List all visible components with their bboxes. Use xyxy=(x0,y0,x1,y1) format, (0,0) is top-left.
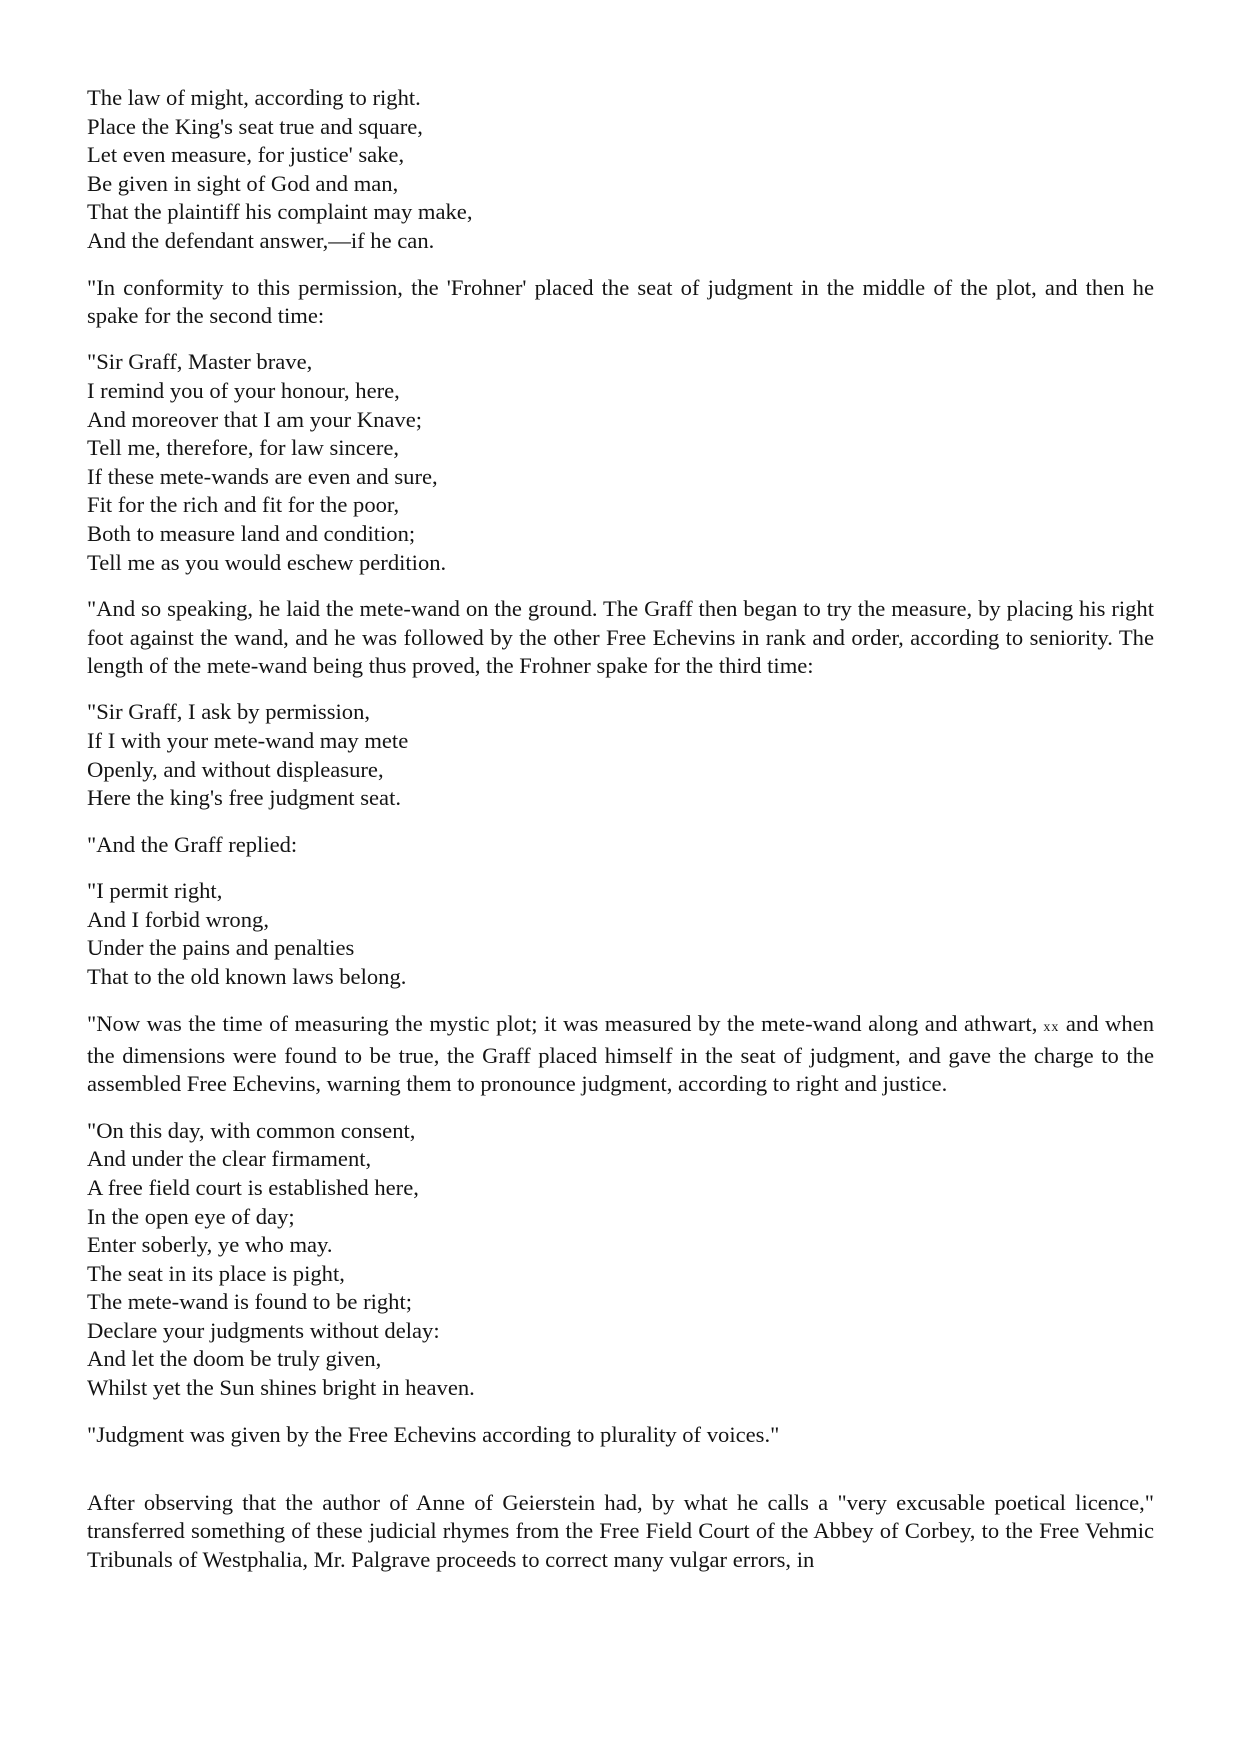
verse-line: That the plaintiff his complaint may make, xyxy=(87,199,473,225)
verse-line: Place the King's seat true and square, xyxy=(87,113,423,139)
verse-line: And moreover that I am your Knave; xyxy=(87,406,423,432)
paragraph-text-start: "Now was the time of measuring the mystic plot; it was measured by the mete-wand along and athwart, xyxy=(87,1010,1038,1036)
verse-line: Under the pains and penalties xyxy=(87,935,355,961)
verse-line: And let the doom be truly given, xyxy=(87,1346,382,1372)
verse-line: "On this day, with common consent, xyxy=(87,1117,416,1143)
verse-line: And under the clear firmament, xyxy=(87,1146,372,1172)
verse-line: "Sir Graff, I ask by permission, xyxy=(87,699,371,725)
verse-line: If I with your mete-wand may mete xyxy=(87,727,409,753)
verse-line: Fit for the rich and fit for the poor, xyxy=(87,492,400,518)
verse-line: If these mete-wands are even and sure, xyxy=(87,463,438,489)
verse-line: Enter soberly, ye who may. xyxy=(87,1232,333,1258)
verse-line: Tell me as you would eschew perdition. xyxy=(87,549,447,575)
paragraph-measuring-plot xyxy=(87,1010,1154,1099)
verse-block-3 xyxy=(87,698,1154,812)
verse-line: A free field court is established here, xyxy=(87,1174,419,1200)
page-number: xx xyxy=(1043,1019,1060,1035)
paragraph-text-continued: and when the dimensions were found to be true, the Graff placed himself in the seat of judgment, and gave the charge to the assembled Free Echevins, warning them to pronounce judgment, according to right and justice. xyxy=(87,1010,1154,1097)
verse-line: And I forbid wrong, xyxy=(87,906,269,932)
verse-line: The seat in its place is pight, xyxy=(87,1260,345,1286)
verse-block-1 xyxy=(87,84,1154,256)
verse-line: Whilst yet the Sun shines bright in heaven. xyxy=(87,1375,475,1401)
paragraph-mete-wand-proved: "And so speaking, he laid the mete-wand on the ground. The Graff then began to try the measure, by placing his right foot against the wand, and he was followed by the other Free Echevins in rank and order, according to seniority. The length of the mete-wand being thus proved, the Frohner spake for the third time: xyxy=(87,596,1154,678)
verse-line: The mete-wand is found to be right; xyxy=(87,1289,413,1315)
verse-line: Tell me, therefore, for law sincere, xyxy=(87,435,400,461)
verse-line: Declare your judgments without delay: xyxy=(87,1317,440,1343)
paragraph-palgrave-commentary: After observing that the author of Anne of Geierstein had, by what he calls a "very excusable poetical licence," transferred something of these judicial rhymes from the Free Field Court of the Abbey of Corbey, to the Free Vehmic Tribunals of Westphalia, Mr. Palgrave proceeds to correct many vulgar errors, in xyxy=(87,1490,1154,1572)
verse-line: Be given in sight of God and man, xyxy=(87,170,399,196)
verse-line: "I permit right, xyxy=(87,878,223,904)
verse-line: In the open eye of day; xyxy=(87,1203,295,1229)
document-page xyxy=(87,84,1154,1592)
verse-line: "Sir Graff, Master brave, xyxy=(87,349,313,375)
verse-line: Here the king's free judgment seat. xyxy=(87,785,401,811)
verse-line: Both to measure land and condition; xyxy=(87,520,416,546)
verse-line: That to the old known laws belong. xyxy=(87,963,407,989)
verse-line: And the defendant answer,—if he can. xyxy=(87,227,435,253)
verse-block-5 xyxy=(87,1117,1154,1403)
verse-line: I remind you of your honour, here, xyxy=(87,377,400,403)
paragraph-graff-replied: "And the Graff replied: xyxy=(87,831,298,857)
paragraph-frohner-placed-seat: "In conformity to this permission, the 'Frohner' placed the seat of judgment in the middle of the plot, and then he spake for the second time: xyxy=(87,274,1154,328)
verse-block-2 xyxy=(87,348,1154,577)
verse-line: Openly, and without displeasure, xyxy=(87,756,384,782)
verse-line: The law of might, according to right. xyxy=(87,85,421,110)
verse-block-4 xyxy=(87,877,1154,991)
verse-line: Let even measure, for justice' sake, xyxy=(87,142,405,168)
paragraph-judgment-given: "Judgment was given by the Free Echevins according to plurality of voices." xyxy=(87,1421,780,1447)
